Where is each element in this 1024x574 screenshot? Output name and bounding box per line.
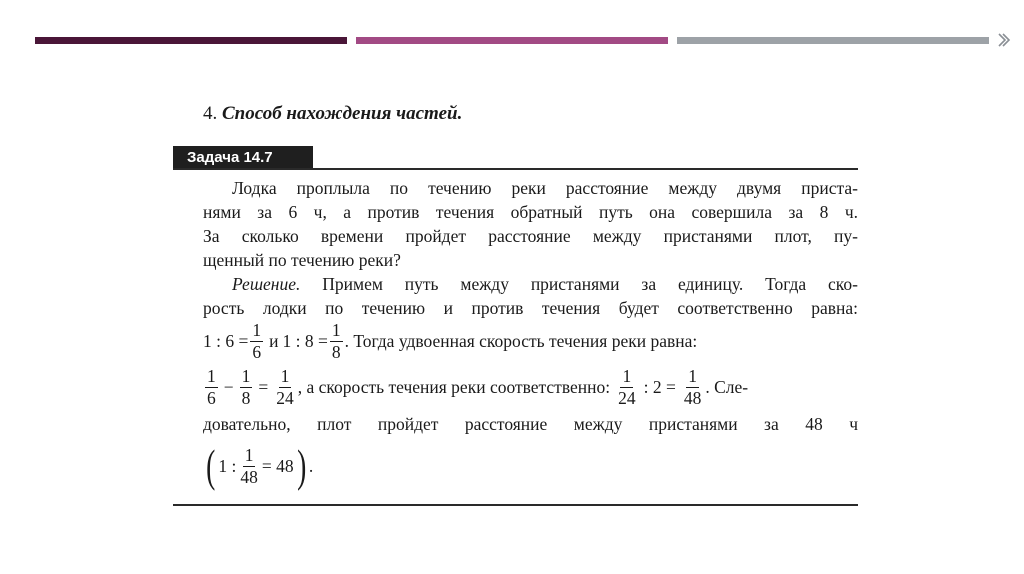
fraction-numerator: 1 bbox=[241, 366, 251, 387]
fraction-numerator: 1 bbox=[252, 320, 262, 341]
solution-line-1-text: Примем путь между пристанями за единицу. Тогда ско- bbox=[322, 274, 858, 294]
fraction-denominator: 8 bbox=[331, 341, 341, 362]
conjunction: и bbox=[269, 330, 279, 351]
division-expression: : 2 = bbox=[643, 376, 676, 397]
solution-line-5: довательно, плот пройдет расстояние между пристанями за 48 ч bbox=[203, 414, 858, 434]
accent-bar-gray bbox=[677, 37, 989, 44]
task-badge: Задача 14.7 bbox=[173, 146, 313, 169]
math-line-1 bbox=[203, 318, 858, 364]
problem-line-1: Лодка проплыла по течению реки расстояние между двумя приста- bbox=[232, 178, 858, 198]
ratio-expression: 1 : bbox=[218, 455, 237, 476]
fraction-1-8 bbox=[240, 367, 253, 407]
open-paren: ( bbox=[206, 440, 216, 491]
chevron-right-icon bbox=[996, 32, 1012, 48]
solution-line-1 bbox=[232, 272, 858, 296]
result-expression: = 48 bbox=[261, 455, 294, 476]
accent-bar-magenta bbox=[356, 37, 668, 44]
fraction-numerator: 1 bbox=[280, 366, 290, 387]
fraction-denominator: 24 bbox=[618, 387, 636, 408]
fraction-denominator: 48 bbox=[240, 466, 258, 487]
fraction-denominator: 8 bbox=[241, 387, 251, 408]
fraction-1-8 bbox=[330, 321, 343, 361]
fraction-1-24 bbox=[616, 367, 638, 407]
fraction-1-24 bbox=[274, 367, 296, 407]
top-rule bbox=[173, 168, 858, 170]
fraction-numerator: 1 bbox=[207, 366, 216, 387]
fraction-1-48 bbox=[238, 446, 260, 486]
fraction-1-48 bbox=[682, 367, 704, 407]
problem-line-4: щенный по течению реки? bbox=[203, 250, 401, 270]
fraction-1-6 bbox=[250, 321, 263, 361]
section-title: Способ нахождения частей. bbox=[222, 103, 463, 124]
math-line-3-tail: . bbox=[308, 455, 314, 476]
fraction-numerator: 1 bbox=[688, 366, 697, 387]
bottom-rule bbox=[173, 504, 858, 506]
ratio-a: 1 : 6 = bbox=[203, 330, 249, 351]
close-paren: ) bbox=[296, 440, 306, 491]
minus-sign: − bbox=[223, 376, 234, 397]
problem-line-2: нями за 6 ч, а против течения обратный путь она совершила за 8 ч. bbox=[203, 202, 858, 222]
math-line-2 bbox=[203, 364, 858, 410]
fraction-numerator: 1 bbox=[244, 445, 254, 466]
math-line-2-text: , а скорость течения реки соответственно: bbox=[297, 376, 611, 397]
fraction-denominator: 24 bbox=[276, 387, 294, 408]
fraction-numerator: 1 bbox=[331, 320, 341, 341]
accent-bar-dark bbox=[35, 37, 347, 44]
fraction-denominator: 48 bbox=[683, 387, 702, 408]
fraction-1-6 bbox=[205, 367, 218, 407]
solution-label: Решение. bbox=[232, 274, 301, 294]
math-line-1-text: . Тогда удвоенная скорость течения реки равна: bbox=[344, 330, 698, 351]
fraction-denominator: 6 bbox=[207, 387, 216, 408]
problem-line-3: За сколько времени пройдет расстояние между пристанями плот, пу- bbox=[203, 226, 858, 246]
section-heading bbox=[203, 103, 462, 125]
section-number: 4. bbox=[203, 103, 218, 124]
equals-sign: = bbox=[258, 376, 269, 397]
ratio-b: 1 : 8 = bbox=[282, 330, 328, 351]
math-line-2-tail: . Сле- bbox=[705, 376, 749, 397]
fraction-numerator: 1 bbox=[622, 366, 632, 387]
solution-line-2: рость лодки по течению и против течения будет соответственно равна: bbox=[203, 298, 858, 318]
fraction-denominator: 6 bbox=[252, 341, 262, 362]
math-line-3 bbox=[203, 438, 858, 494]
